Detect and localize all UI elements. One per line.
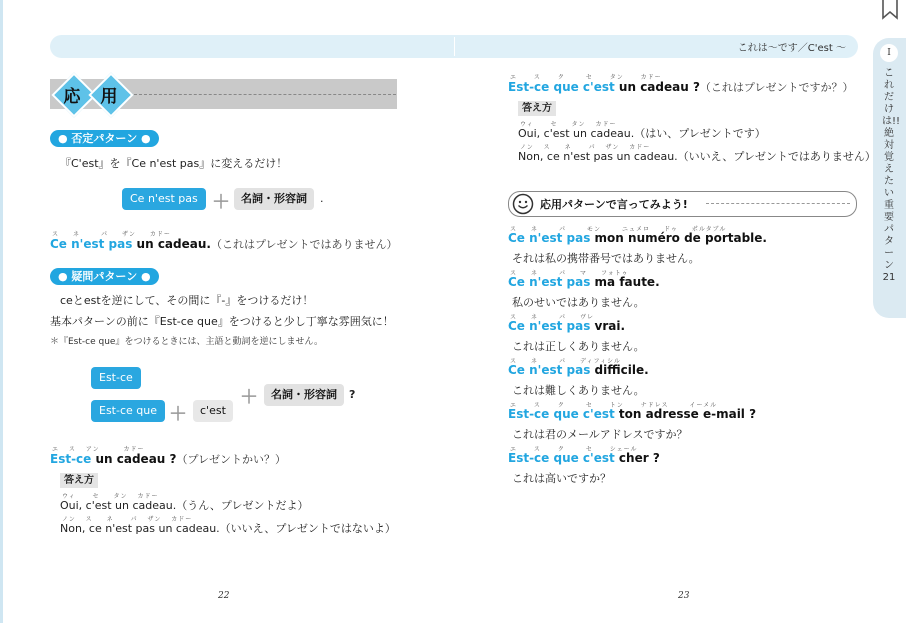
example-black-part: cher ? bbox=[614, 451, 660, 465]
practice-translation: これは正しくありません。 bbox=[512, 340, 645, 353]
running-header bbox=[50, 35, 858, 58]
practice-heading-dots bbox=[706, 203, 850, 204]
plus-icon: ＋ bbox=[169, 404, 187, 425]
example-blue-part: Ce n'est pas bbox=[508, 319, 591, 333]
formula-box-noun-adjective: 名詞・形容詞 bbox=[234, 188, 314, 210]
pronunciation-ruby: エ ス ク セ タン カドー bbox=[510, 74, 662, 81]
pronunciation-ruby: エ ス アン カドー bbox=[52, 446, 145, 453]
example-black-part: vrai. bbox=[590, 319, 626, 333]
question-note: ＊『Est-ce que』をつけるときには、主語と動詞を逆にしません。 bbox=[50, 337, 323, 347]
pronunciation-ruby: ノン ス ネ パ ザン カドー bbox=[62, 516, 193, 523]
running-header-title: これは〜です／C'est 〜 bbox=[737, 43, 846, 54]
formula-box-est-ce-que: Est-ce que bbox=[91, 400, 165, 422]
pronunciation-ruby: ス ネ パ ヴレ bbox=[510, 314, 595, 321]
practice-translation: これは難しくありません。 bbox=[512, 384, 645, 397]
example-blue-part: Est-ce que c'est bbox=[508, 80, 615, 94]
example-blue-part: Ce n'est pas bbox=[508, 363, 591, 377]
practice-example bbox=[508, 231, 767, 245]
practice-translation: それは私の携帯番号ではありません。 bbox=[512, 252, 700, 265]
pronunciation-ruby: ス ネ パ ディフィシル bbox=[510, 358, 621, 365]
section-heading-char: 用 bbox=[100, 87, 118, 107]
chapter-side-text: これだけは!! 絶対覚えたい重要パターン21 bbox=[882, 68, 901, 283]
page-edge bbox=[0, 0, 3, 623]
smiley-face-icon bbox=[512, 193, 534, 215]
example-black-part: un cadeau. bbox=[132, 237, 211, 251]
formula-box-est-ce: Est-ce bbox=[91, 367, 141, 389]
formula-period: . bbox=[320, 192, 324, 205]
chapter-numeral: I bbox=[880, 44, 898, 62]
practice-translation: これは高いですか？ bbox=[512, 472, 611, 485]
example-blue-part: Ce n'est pas bbox=[50, 237, 133, 251]
practice-example bbox=[508, 407, 756, 421]
answer-yes: Oui, c'est un cadeau.（はい、プレゼントです） bbox=[518, 127, 766, 140]
example-black-part: ma faute. bbox=[590, 275, 660, 289]
example-black-part: ton adresse e-mail ? bbox=[614, 407, 757, 421]
example-blue-part: Est-ce que c'est bbox=[508, 407, 615, 421]
pronunciation-ruby: ノン ス ネ パ ザン カドー bbox=[520, 144, 651, 151]
pronunciation-ruby: ス ネ パ ザン カドー bbox=[52, 231, 171, 238]
practice-translation: これは君のメールアドレスですか？ bbox=[512, 428, 688, 441]
header-divider bbox=[454, 37, 455, 56]
practice-translation: 私のせいではありません。 bbox=[512, 296, 645, 309]
pronunciation-ruby: エ ス ク セ シェール bbox=[510, 446, 638, 453]
section-heading-char: 応 bbox=[63, 87, 81, 107]
pronunciation-ruby: ス ネ パ マ フォトゥ bbox=[510, 270, 629, 277]
question-pattern-pill: ● 疑問パターン ● bbox=[50, 268, 159, 285]
negative-instruction: 『C'est』を『Ce n'est pas』に変えるだけ！ bbox=[60, 157, 288, 170]
bookmark-icon[interactable] bbox=[880, 0, 900, 20]
page-number-left: 22 bbox=[218, 591, 230, 601]
practice-example bbox=[508, 451, 660, 465]
example-black-part: un cadeau ? bbox=[91, 452, 177, 466]
example-gloss: （これはプレゼントではありません） bbox=[210, 238, 398, 251]
example-blue-part: Est-ce bbox=[50, 452, 92, 466]
example-black-part: difficile. bbox=[590, 363, 649, 377]
example-blue-part: Ce n'est pas bbox=[508, 275, 591, 289]
pronunciation-ruby: ウィ セ タン カドー bbox=[520, 121, 617, 128]
question-line1: ceとestを逆にして、その間に『-』をつけるだけ！ bbox=[60, 294, 314, 307]
question-example bbox=[50, 451, 286, 467]
example-gloss: （プレゼントかい？） bbox=[176, 453, 287, 466]
example-black-part: un cadeau ? bbox=[614, 80, 700, 94]
answer-no: Non, ce n'est pas un cadeau.（いいえ、プレゼントではないよ） bbox=[60, 522, 396, 535]
pronunciation-ruby: ス ネ パ モン ニュメロ ドゥ ポルタブル bbox=[510, 226, 727, 233]
negative-pattern-pill: ● 否定パターン ● bbox=[50, 130, 159, 147]
practice-example bbox=[508, 275, 660, 289]
example-black-part: mon numéro de portable. bbox=[590, 231, 767, 245]
example-gloss: （これはプレゼントですか？） bbox=[699, 81, 854, 94]
example-blue-part: Ce n'est pas bbox=[508, 231, 591, 245]
practice-heading: 応用パターンで言ってみよう! bbox=[540, 198, 688, 211]
section-heading-rule bbox=[134, 94, 396, 95]
pronunciation-ruby: エ ス ク セ トン ナドレス イーメル bbox=[510, 402, 718, 409]
example-blue-part: Est-ce que c'est bbox=[508, 451, 615, 465]
answer-no: Non, ce n'est pas un cadeau.（いいえ、プレゼントではありません） bbox=[518, 150, 876, 163]
formula-box-cest: c'est bbox=[193, 400, 233, 422]
right-example bbox=[508, 79, 853, 95]
question-line2: 基本パターンの前に『Est-ce que』をつけると少し丁寧な雰囲気に！ bbox=[50, 315, 394, 328]
answer-label: 答え方 bbox=[518, 101, 556, 116]
answer-label: 答え方 bbox=[60, 473, 98, 488]
practice-example bbox=[508, 319, 625, 333]
practice-example bbox=[508, 363, 649, 377]
answer-yes: Oui, c'est un cadeau.（うん、プレゼントだよ） bbox=[60, 499, 309, 512]
pronunciation-ruby: ウィ セ タン カドー bbox=[62, 493, 159, 500]
formula-question-mark: ? bbox=[349, 388, 356, 401]
page-number-right: 23 bbox=[678, 591, 690, 601]
negative-example bbox=[50, 236, 398, 252]
formula-box-noun-adjective: 名詞・形容詞 bbox=[264, 384, 344, 406]
plus-icon: ＋ bbox=[240, 387, 258, 408]
plus-icon: ＋ bbox=[212, 192, 230, 213]
formula-box-ce-nest-pas: Ce n'est pas bbox=[122, 188, 206, 210]
